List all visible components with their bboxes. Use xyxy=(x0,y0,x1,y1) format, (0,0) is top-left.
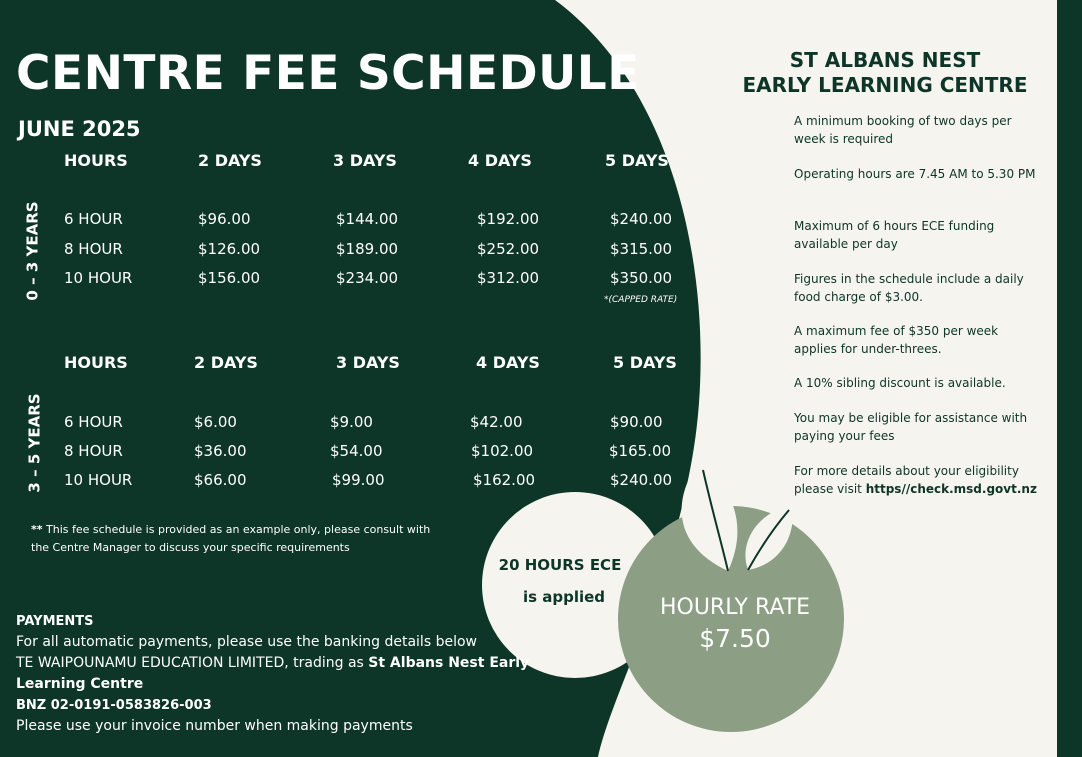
ece-applied-label: is applied xyxy=(522,588,606,606)
table1-header-4days: 4 DAYS xyxy=(468,151,532,170)
table2-cell: $90.00 xyxy=(610,413,663,431)
table1-row-10hour-label: 10 HOUR xyxy=(64,269,133,287)
table1-cell: $189.00 xyxy=(336,240,399,258)
payments-trading-name xyxy=(16,653,536,695)
age-group-under-three: 0 – 3 YEARS xyxy=(23,201,42,301)
table1-header-5days: 5 DAYS xyxy=(605,151,669,170)
table1-cell: $312.00 xyxy=(477,269,540,287)
disclaimer-marker: ** xyxy=(31,523,43,536)
table2-row-8hour-label: 8 HOUR xyxy=(64,442,123,460)
table1-cell: $96.00 xyxy=(198,210,251,228)
note-maximum-fee: A maximum fee of $350 per week applies for under-threes. xyxy=(794,324,999,356)
table1-cell: $315.00 xyxy=(610,240,673,258)
table2-cell: $54.00 xyxy=(330,442,383,460)
capped-rate-note: *(CAPPED RATE) xyxy=(604,295,678,305)
note-eligibility xyxy=(794,463,1039,498)
table2-cell: $165.00 xyxy=(609,442,672,460)
table2-cell: $66.00 xyxy=(194,471,247,489)
table2-cell: $42.00 xyxy=(470,413,523,431)
table2-header-hours: HOURS xyxy=(64,353,128,372)
table1-cell: $126.00 xyxy=(198,240,261,258)
centre-name-line2: EARLY LEARNING CENTRE xyxy=(742,73,1028,97)
age-group-three-to-five: 3 – 5 YEARS xyxy=(25,393,44,493)
payments-reference-note: Please use your invoice number when making payments xyxy=(16,718,413,734)
eligibility-link[interactable]: https//check.msd.govt.nz xyxy=(865,481,1037,496)
centre-name xyxy=(715,48,1055,98)
table2-cell: $99.00 xyxy=(332,471,385,489)
note-food-charge: Figures in the schedule include a daily food charge of $3.00. xyxy=(794,272,1024,304)
payments-company: TE WAIPOUNAMU EDUCATION LIMITED, trading as xyxy=(16,655,364,671)
ece-label: 20 HOURS ECE xyxy=(498,556,622,574)
table1-cell: $144.00 xyxy=(336,210,399,228)
schedule-date: JUNE 2025 xyxy=(18,117,141,141)
centre-name-line1: ST ALBANS NEST xyxy=(789,48,981,72)
table1-cell: $156.00 xyxy=(198,269,261,287)
table2-header-5days: 5 DAYS xyxy=(613,353,677,372)
payments-instructions: For all automatic payments, please use the banking details below xyxy=(16,634,477,650)
table2-cell: $6.00 xyxy=(194,413,237,431)
payments-centre-name: St Albans Nest Early Learning Centre xyxy=(16,655,530,692)
table1-header-3days: 3 DAYS xyxy=(333,151,397,170)
table1-row-6hour-label: 6 HOUR xyxy=(64,210,123,228)
note-sibling-discount: A 10% sibling discount is available. xyxy=(794,376,1006,390)
table1-cell: $350.00 xyxy=(610,269,673,287)
note-assistance: You may be eligible for assistance with paying your fees xyxy=(794,411,1028,443)
table1-header-2days: 2 DAYS xyxy=(198,151,262,170)
table2-cell: $240.00 xyxy=(610,471,673,489)
table2-header-2days: 2 DAYS xyxy=(194,353,258,372)
payments-title: PAYMENTS xyxy=(16,614,94,629)
table1-cell: $234.00 xyxy=(336,269,399,287)
table2-cell: $36.00 xyxy=(194,442,247,460)
fee-disclaimer xyxy=(31,521,451,557)
table2-cell: $9.00 xyxy=(330,413,373,431)
table2-row-10hour-label: 10 HOUR xyxy=(64,471,133,489)
table2-row-6hour-label: 6 HOUR xyxy=(64,413,123,431)
note-minimum-booking: A minimum booking of two days per week is required xyxy=(794,114,1012,146)
disclaimer-text: This fee schedule is provided as an example only, please consult with the Centre Manager to discuss your specific requirements xyxy=(31,523,431,554)
table2-header-3days: 3 DAYS xyxy=(336,353,400,372)
table2-header-4days: 4 DAYS xyxy=(476,353,540,372)
hourly-rate-label: HOURLY RATE xyxy=(659,595,811,620)
table2-cell: $102.00 xyxy=(471,442,534,460)
bank-account-number: BNZ 02-0191-0583826-003 xyxy=(16,698,212,713)
page-title: CENTRE FEE SCHEDULE xyxy=(16,46,640,101)
table1-row-8hour-label: 8 HOUR xyxy=(64,240,123,258)
note-operating-hours: Operating hours are 7.45 AM to 5.30 PM xyxy=(794,167,1036,181)
table1-cell: $252.00 xyxy=(477,240,540,258)
table1-header-hours: HOURS xyxy=(64,151,128,170)
note-ece-funding: Maximum of 6 hours ECE funding available per day xyxy=(794,219,995,251)
eligibility-text: For more details about your eligibility please visit xyxy=(794,464,1019,496)
payments-section xyxy=(16,611,536,737)
table2-cell: $162.00 xyxy=(473,471,536,489)
table1-cell: $240.00 xyxy=(610,210,673,228)
table1-cell: $192.00 xyxy=(477,210,540,228)
hourly-rate-value: $7.50 xyxy=(699,624,771,653)
